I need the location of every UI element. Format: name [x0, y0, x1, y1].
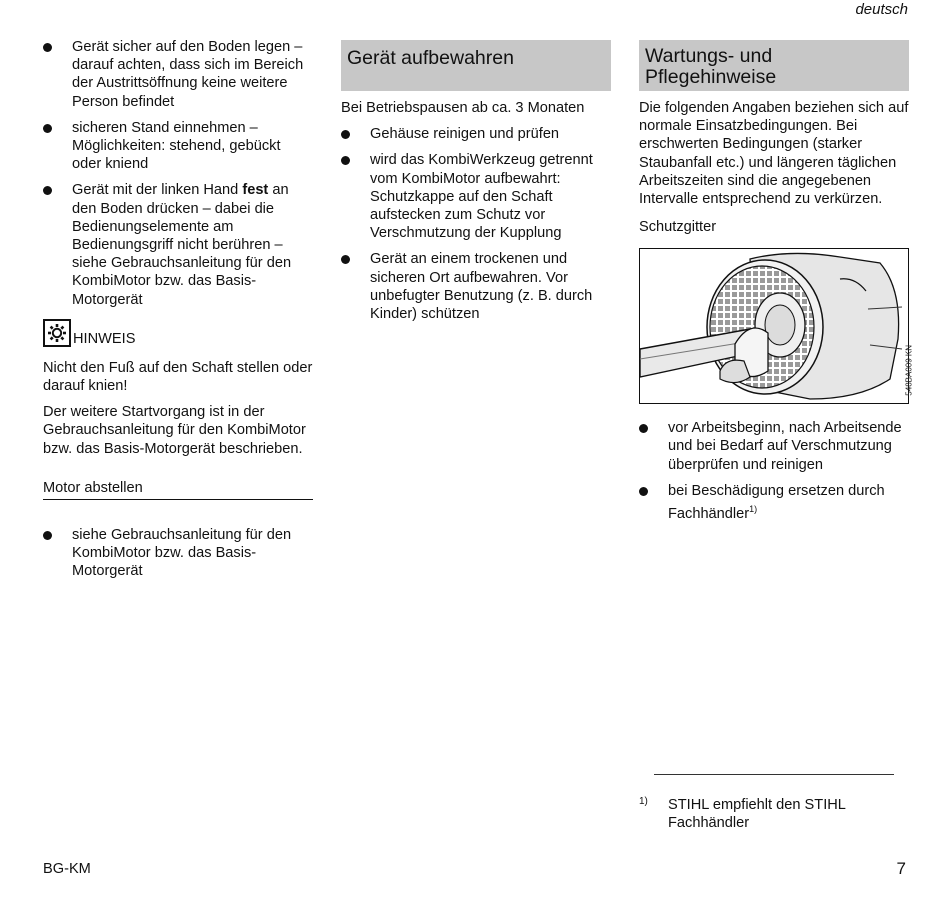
list-item: Gerät sicher auf den Boden legen – darauf achten, dass sich im Bereich der Austrittsöffnung keine weitere Person befindet: [43, 38, 313, 111]
footnote-reference: 1): [749, 504, 758, 515]
bullet-icon: [639, 424, 648, 433]
list-item: siehe Gebrauchsanleitung für den KombiMotor bzw. das Basis-Motorgerät: [43, 526, 313, 581]
footnote-divider: [654, 774, 894, 775]
section-heading: Gerät aufbewahren: [341, 40, 611, 91]
section-heading: Wartungs- und Pflegehinweise: [639, 40, 909, 91]
bullet-icon: [341, 255, 350, 264]
footnote: [639, 796, 909, 832]
bullet-icon: [43, 186, 52, 195]
start-steps-list: [43, 38, 313, 309]
note-label: HINWEIS: [73, 330, 136, 347]
column-middle: [341, 40, 611, 331]
figure-code: 548BA009 KN: [905, 345, 914, 396]
list-item: Gerät mit der linken Hand fest an den Boden drücken – dabei die Bedienungselemente am Bedienungsgriff nicht berühren – siehe Gebrauchsanleitung für den KombiMotor bzw. das Basis-Motorgerät: [43, 181, 313, 308]
column-right: [639, 40, 914, 531]
list-item: wird das KombiWerkzeug getrennt vom KombiMotor aufbewahrt: Schutzkappe auf den Schaft aufstecken zum Schutz vor Verschmutzung der Kupplung: [341, 151, 611, 242]
gear-icon: [43, 319, 71, 347]
bullet-icon: [43, 43, 52, 52]
note-header: [43, 319, 313, 347]
list-item: bei Beschädigung ersetzen durch Fachhändler$^{1)}$: [639, 482, 909, 523]
grille-maintenance-list: [639, 419, 909, 523]
storage-steps-list: [341, 125, 611, 323]
stop-steps-list: [43, 526, 313, 581]
list-item: Gehäuse reinigen und prüfen: [341, 125, 611, 143]
bullet-icon: [341, 156, 350, 165]
list-item: vor Arbeitsbeginn, nach Arbeitsende und bei Bedarf auf Verschmutzung überprüfen und reinigen: [639, 419, 909, 474]
section-subheading: Schutzgitter: [639, 219, 717, 236]
paragraph: Bei Betriebspausen ab ca. 3 Monaten: [341, 100, 585, 116]
list-item: Gerät an einem trockenen und sicheren Ort aufbewahren. Vor unbefugter Benutzung (z. B. durch Kinder) schützen: [341, 250, 611, 323]
emphasis-text: fest: [242, 182, 269, 199]
column-left: [43, 38, 313, 588]
paragraph: Die folgenden Angaben beziehen sich auf normale Einsatzbedingungen. Bei erschwerten Bedingungen (starker Staubanfall etc.) und längeren täglichen Arbeitszeiten sind die angegebenen Intervalle entsprechend zu verkürzen.: [639, 100, 909, 208]
bullet-icon: [341, 130, 350, 139]
footnote-text: STIHL empfiehlt den STIHL Fachhändler: [668, 797, 846, 832]
footnote-mark: 1): [639, 796, 648, 807]
footer-document-code: BG-KM: [43, 861, 91, 877]
note-text: Nicht den Fuß auf den Schaft stellen oder darauf knien!: [43, 359, 313, 395]
bullet-icon: [43, 531, 52, 540]
bullet-icon: [43, 124, 52, 133]
protective-grille-illustration: [639, 248, 914, 404]
language-label: deutsch: [855, 1, 908, 18]
paragraph: Der weitere Startvorgang ist in der Gebrauchsanleitung für den KombiMotor bzw. das Basis-Motorgerät beschrieben.: [43, 404, 306, 457]
list-item: sicheren Stand einnehmen – Möglichkeiten: stehend, gebückt oder kniend: [43, 119, 313, 174]
bullet-icon: [639, 487, 648, 496]
section-subheading: Motor abstellen: [43, 479, 313, 500]
page-number: 7: [896, 859, 906, 878]
